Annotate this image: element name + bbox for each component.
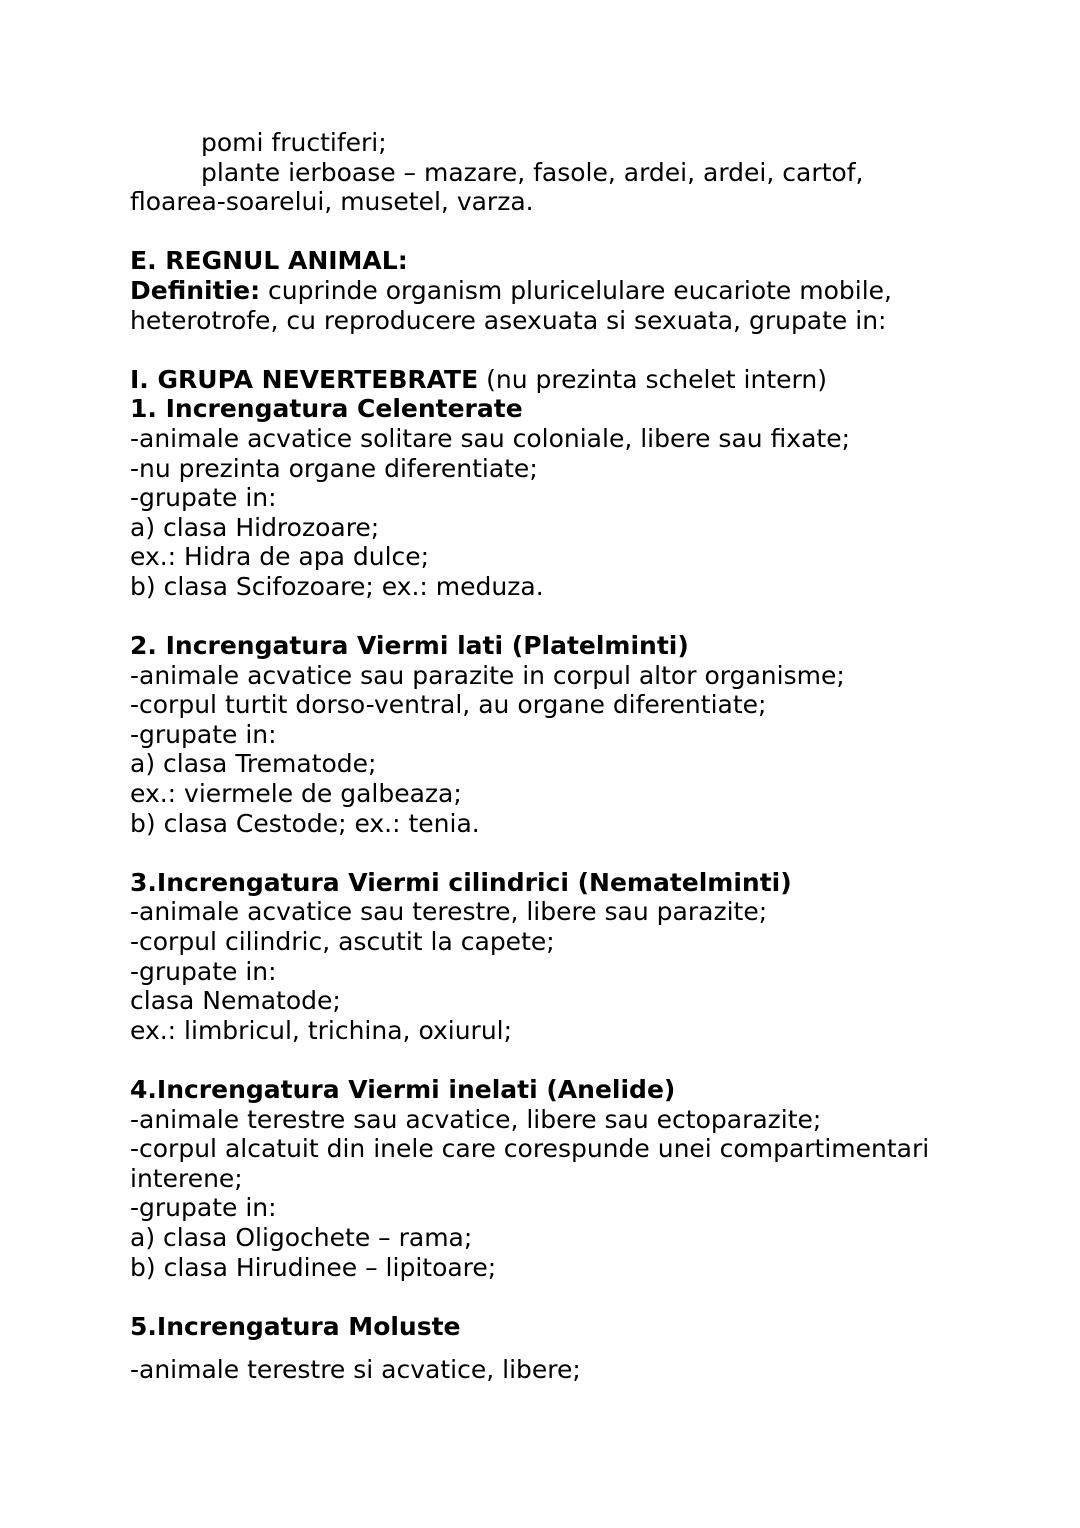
text-line [130, 1016, 1030, 1046]
bold-text: 5.Increngatura Moluste [130, 1311, 461, 1341]
text: b) clasa Cestode; ex.: tenia. [130, 808, 480, 838]
paragraph [130, 365, 1030, 602]
text-line [130, 1253, 1030, 1283]
bold-text: E. REGNUL ANIMAL: [130, 246, 408, 276]
paragraph [130, 128, 1030, 217]
text-line [130, 1193, 1030, 1223]
text: -grupate in: [130, 956, 277, 986]
paragraph [130, 246, 1030, 335]
text: ex.: Hidra de apa dulce; [130, 542, 430, 572]
bold-text: I. GRUPA NEVERTEBRATE [130, 364, 479, 394]
text: a) clasa Trematode; [130, 749, 377, 779]
text-line [130, 1105, 1030, 1135]
text-line [130, 720, 1030, 750]
section-heading [130, 1312, 1030, 1342]
text: floarea-soarelui, musetel, varza. [130, 187, 534, 217]
paragraph [130, 631, 1030, 838]
text-line [130, 128, 1030, 158]
text-line [130, 394, 1030, 424]
text: -corpul alcatuit din inele care corespunde unei compartimentari [130, 1134, 930, 1164]
bold-text: Definitie: [130, 275, 261, 305]
text-line [130, 897, 1030, 927]
text-line [130, 187, 1030, 217]
text: -animale terestre sau acvatice, libere sau ectoparazite; [130, 1104, 822, 1134]
bold-text: 4.Increngatura Viermi inelati (Anelide) [130, 1075, 676, 1104]
bold-text: 2. Increngatura Viermi lati (Platelminti) [130, 631, 689, 661]
text-line [130, 661, 1030, 691]
text-line [130, 1355, 1030, 1385]
text-line [130, 424, 1030, 454]
text-line [130, 809, 1030, 839]
bold-text: 1. Increngatura Celenterate [130, 394, 523, 424]
text-line [130, 779, 1030, 809]
text-line [130, 749, 1030, 779]
text: -animale acvatice sau parazite in corpul altor organisme; [130, 660, 845, 690]
text: b) clasa Hirudinee – lipitoare; [130, 1252, 497, 1282]
text: -grupate in: [130, 483, 277, 513]
section-heading [130, 1075, 1030, 1105]
text-line [130, 986, 1030, 1016]
text: -animale acvatice sau terestre, libere sau parazite; [130, 897, 768, 927]
text: cuprinde organism pluricelulare eucariote mobile, [260, 275, 892, 305]
text: -animale acvatice solitare sau coloniale, libere sau fixate; [130, 423, 851, 453]
text-line [130, 158, 1030, 188]
text: -nu prezinta organe diferentiate; [130, 453, 538, 483]
paragraph [130, 1075, 1030, 1282]
text: a) clasa Oligochete – rama; [130, 1222, 473, 1252]
text: -corpul cilindric, ascutit la capete; [130, 927, 555, 957]
text-line [130, 1223, 1030, 1253]
text-line [130, 1134, 1030, 1164]
text-line [130, 957, 1030, 987]
text: interene; [130, 1163, 243, 1193]
section-heading [130, 365, 1030, 395]
text: clasa Nematode; [130, 986, 341, 1016]
text: pomi fructiferi; [201, 128, 387, 157]
text: ex.: viermele de galbeaza; [130, 779, 462, 809]
text-line [130, 454, 1030, 484]
paragraph [130, 868, 1030, 1046]
text-line [130, 483, 1030, 513]
text: -grupate in: [130, 719, 277, 749]
text: (nu prezinta schelet intern) [478, 364, 827, 394]
text: a) clasa Hidrozoare; [130, 512, 380, 542]
text: b) clasa Scifozoare; ex.: meduza. [130, 571, 544, 601]
section-heading [130, 246, 1030, 276]
text: heterotrofe, cu reproducere asexuata si sexuata, grupate in: [130, 305, 887, 335]
section-heading [130, 868, 1030, 898]
text-line [130, 690, 1030, 720]
section-heading [130, 631, 1030, 661]
bold-text: 3.Increngatura Viermi cilindrici (Nematelminti) [130, 867, 792, 897]
paragraph [130, 1312, 1030, 1385]
document-page [130, 128, 1030, 1415]
text: -grupate in: [130, 1193, 277, 1223]
text: plante ierboase – mazare, fasole, ardei, ardei, cartof, [201, 157, 864, 187]
text-line [130, 927, 1030, 957]
text: -animale terestre si acvatice, libere; [130, 1355, 581, 1385]
text: -corpul turtit dorso-ventral, au organe diferentiate; [130, 690, 767, 720]
text-line [130, 276, 1030, 306]
text: ex.: limbricul, trichina, oxiurul; [130, 1015, 513, 1045]
text-line [130, 306, 1030, 336]
text-line [130, 1164, 1030, 1194]
text-line [130, 572, 1030, 602]
text-line [130, 542, 1030, 572]
text-line [130, 513, 1030, 543]
